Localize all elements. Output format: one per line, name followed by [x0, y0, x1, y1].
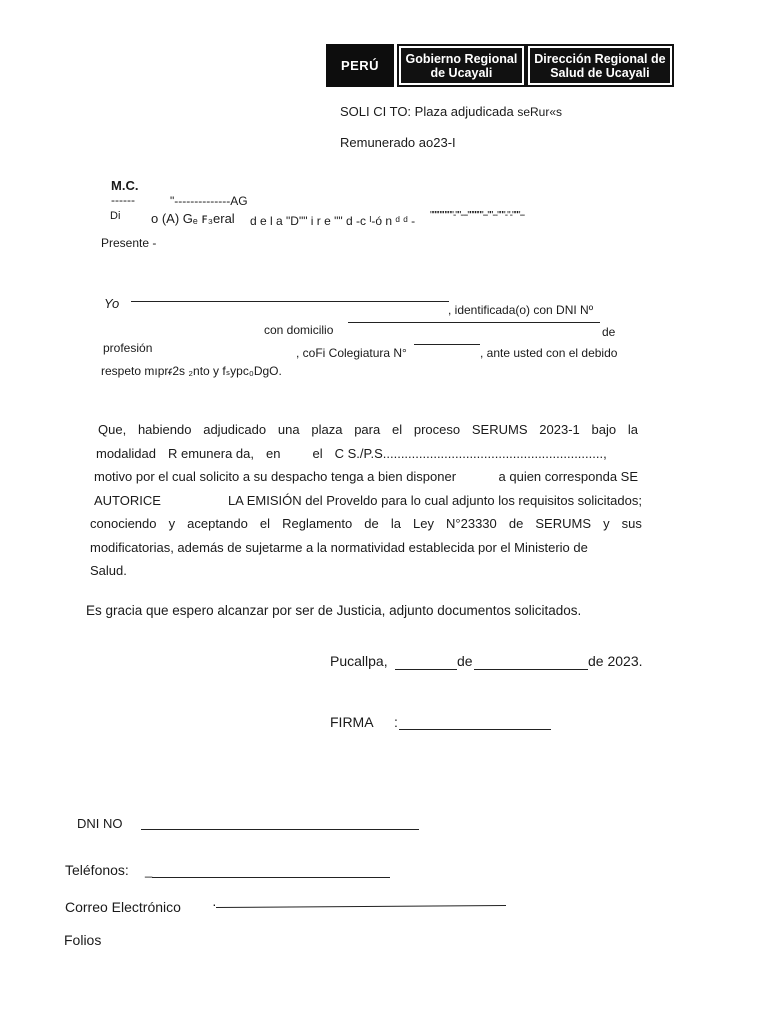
body-row-7	[90, 559, 642, 583]
subject-prefix: SOLI CI TO:	[340, 104, 412, 119]
body-row-2	[90, 442, 642, 466]
word: el	[391, 422, 403, 437]
firma-colon: :	[394, 714, 398, 730]
subject-line-1	[340, 104, 562, 119]
word: de	[508, 516, 524, 531]
word: AUTORICE	[94, 492, 161, 508]
word: en	[266, 445, 281, 461]
body-row-4	[90, 489, 642, 513]
word: para	[354, 422, 381, 437]
colegiatura-blank-line	[414, 344, 480, 345]
folios-label: Folios	[64, 932, 102, 948]
word: y	[603, 516, 610, 531]
word: LA EMISIÓN del Proveldo para lo cual adjunto los requisitos solicitados;	[227, 492, 642, 508]
word: una	[277, 422, 300, 437]
addressee-dashes-ag: "--------------AG	[170, 194, 248, 208]
body-paragraph	[90, 418, 642, 583]
word: el	[259, 516, 271, 531]
dni-line	[141, 829, 419, 830]
word: proceso	[413, 422, 461, 437]
domicilio-de: de	[602, 325, 616, 339]
word: N°23330	[446, 516, 497, 531]
ante-usted-text: , ante usted con el debido	[480, 346, 618, 360]
word: R emunera da,	[168, 445, 254, 461]
subject-text: Plaza adjudicada	[414, 104, 514, 119]
addressee-mc: M.C.	[111, 178, 139, 193]
word: bajo	[591, 422, 617, 437]
word: Ley	[413, 516, 434, 531]
word: aceptando	[187, 516, 248, 531]
presente: Presente -	[101, 236, 157, 250]
con-domicilio-label: con domicilio	[264, 323, 334, 337]
addressee-di: Di	[110, 210, 121, 222]
word: Que,	[98, 422, 127, 437]
gobierno-line-1: Gobierno Regional	[405, 51, 518, 66]
body-row-6	[90, 536, 642, 560]
subject-line-2: Remunerado ao23-I	[340, 135, 456, 150]
direccion-line-2: Salud de Ucayali	[550, 65, 650, 80]
closing-text: Es gracia que espero alcanzar por ser de Justicia, adjunto documentos solicitados.	[86, 603, 582, 618]
correo-label: Correo Electrónico	[65, 899, 181, 915]
word: la	[627, 422, 638, 437]
word: la	[390, 516, 401, 531]
correo-dot: ·	[212, 896, 217, 912]
word: Reglamento	[282, 516, 353, 531]
gobierno-line-2: de Ucayali	[430, 65, 493, 80]
word: a quien corresponda SE	[498, 469, 638, 484]
respeto-text: respeto mıprᵳ2s ₂nto y fₛypc₀DgO.	[101, 364, 282, 378]
date-day-line	[395, 669, 457, 670]
firma-label: FIRMA	[330, 714, 374, 730]
word: el	[312, 445, 323, 461]
word: sus	[621, 516, 642, 531]
colegiatura-label: , coFi Colegiatura N°	[296, 346, 407, 360]
word: habiendo	[137, 422, 192, 437]
word: conociendo	[90, 516, 157, 531]
word: plaza	[311, 422, 343, 437]
subject-suffix: seRur«s	[517, 105, 563, 119]
word: C S./P.S.............................................................,	[334, 445, 607, 461]
addressee-direccion: d e l a "D"" i r e "" d -c ᴵ-ó n ᵈ ᵈ -	[250, 214, 416, 228]
word: Salud.	[90, 563, 127, 578]
date-de-2023: de 2023.	[588, 653, 643, 669]
gobierno-regional-logo	[399, 46, 524, 85]
word: SERUMS	[535, 516, 591, 531]
addressee-tail: """""""""-""---""""""--""--"""-"-"""--	[430, 210, 525, 221]
word: y	[168, 516, 176, 531]
body-row-5	[90, 512, 642, 536]
date-month-line	[474, 669, 588, 670]
profesion-label: profesión	[103, 341, 153, 355]
word: adjudicado	[203, 422, 267, 437]
header-logo	[326, 44, 674, 87]
peru-logo-text: PERÚ	[326, 44, 397, 87]
word: de	[364, 516, 379, 531]
addressee-general: o (A) Gₑ ꜰ₃eral	[151, 211, 235, 226]
body-row-3	[90, 465, 642, 489]
telefonos-label: Teléfonos:	[65, 862, 129, 878]
body-row-1	[90, 418, 642, 442]
dni-label: DNI NO	[77, 816, 123, 831]
date-de-1: de	[457, 653, 473, 669]
telefonos-dash: _	[145, 863, 153, 878]
identificada-text: , identificada(o) con DNI Nº	[448, 303, 594, 317]
direccion-line-1: Dirección Regional de	[534, 51, 666, 66]
word: modalidad	[96, 445, 156, 461]
word: 2023-1	[539, 422, 580, 437]
telefonos-line	[152, 877, 390, 878]
word: SERUMS	[471, 422, 528, 437]
date-city: Pucallpa,	[330, 653, 388, 669]
direccion-regional-logo	[528, 46, 672, 85]
yo-label: Yo	[104, 296, 120, 311]
word: motivo por el cual solicito a su despacho tenga a bien disponer	[94, 469, 457, 484]
domicilio-blank-line	[348, 322, 600, 323]
word: modificatorias, además de sujetarme a la normatividad establecida por el Ministerio de	[90, 539, 588, 555]
name-blank-line	[131, 301, 449, 302]
firma-line	[399, 729, 551, 730]
addressee-dashes: ------	[111, 193, 135, 207]
correo-line	[216, 905, 506, 908]
